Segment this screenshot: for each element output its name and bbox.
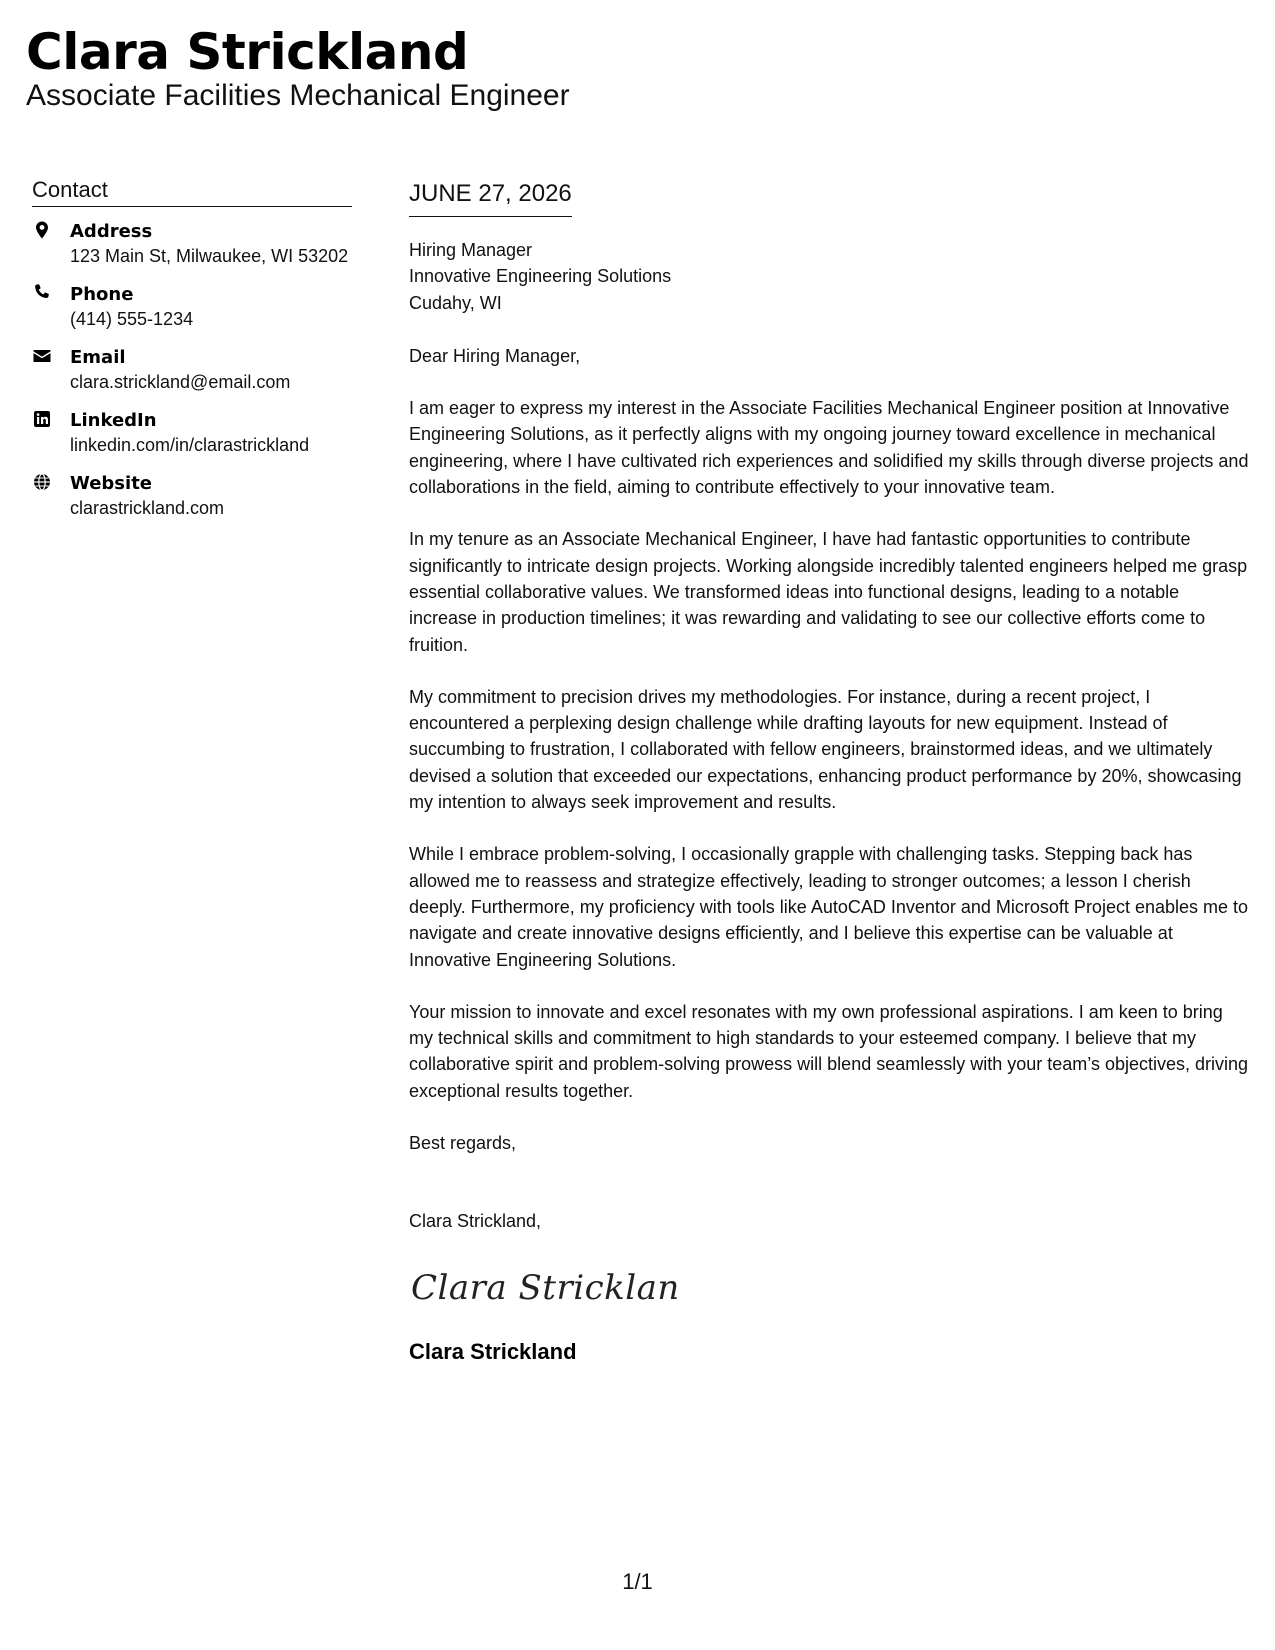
address-value: 123 Main St, Milwaukee, WI 53202: [70, 246, 349, 266]
resume-header: [26, 22, 1246, 114]
email-label: Email: [70, 347, 126, 368]
letter-body: [409, 178, 1249, 1366]
contact-heading: Contact: [32, 176, 352, 207]
linkedin-value: linkedin.com/in/clarastrickland: [70, 435, 310, 455]
paragraph-2: In my tenure as an Associate Mechanical Engineer, I have had fantastic opportunities to contribute significantly to intricate design projects. Working alongside incredibly talented engineers helped me grasp essential collaborative values. We transformed ideas into functional designs, leading to a notable increase in production timelines; it was rewarding and validating to see our collective efforts come to fruition.: [409, 529, 1248, 655]
handwritten-signature: [409, 1263, 679, 1311]
closing: Best regards,: [409, 1133, 517, 1154]
phone-icon: [32, 283, 54, 305]
envelope-icon: [32, 346, 54, 368]
applicant-name: Clara Strickland: [26, 23, 469, 81]
map-pin-icon: [32, 220, 54, 242]
globe-icon: [32, 472, 54, 494]
paragraph-1: I am eager to express my interest in the Associate Facilities Mechanical Engineer position at Innovative Engineering Solutions, as it perfectly aligns with my ongoing journey toward excellence in mechanical engineering, where I have cultivated rich experiences and solidified my skills through diverse projects and collaborations in the field, aiming to contribute effectively to your innovative team.: [409, 398, 1249, 498]
website-value: clarastrickland.com: [70, 498, 225, 518]
letter-date: JUNE 27, 2026: [409, 178, 572, 217]
salutation: Dear Hiring Manager,: [409, 345, 581, 366]
contact-item-email: [32, 345, 352, 395]
linkedin-label: LinkedIn: [70, 410, 157, 431]
recipient-name: Hiring Manager: [409, 240, 533, 260]
recipient-location: Cudahy, WI: [409, 292, 502, 313]
recipient-block: [409, 237, 1249, 316]
contact-sidebar: [32, 176, 352, 534]
paragraph-4: While I embrace problem-solving, I occasionally grapple with challenging tasks. Stepping back has allowed me to reassess and strategize effectively, leading to stronger outcomes; a lesson I cherish deeply. Furthermore, my proficiency with tools like AutoCAD Inventor and Microsoft Project enables me to navigate and create innovative designs efficiently, and I believe this expertise can be valuable at Innovative Engineering Solutions.: [409, 844, 1249, 970]
paragraph-3: My commitment to precision drives my methodologies. For instance, during a recent project, I encountered a perplexing design challenge while drafting layouts for new equipment. Instead of succumbing to frustration, I collaborated with fellow engineers, brainstormed ideas, and we ultimately devised a solution that exceeded our expectations, enhancing product performance by 20%, showcasing my intention to always seek improvement and results.: [409, 686, 1242, 813]
linkedin-icon: [32, 409, 54, 431]
svg-text:Clara Strickland: Clara Strickland: [411, 1267, 679, 1308]
phone-value: (414) 555-1234: [70, 309, 194, 329]
contact-item-linkedin: [32, 408, 352, 458]
contact-item-phone: [32, 282, 352, 332]
contact-item-website: [32, 471, 352, 521]
paragraph-5: Your mission to innovate and excel resonates with my own professional aspirations. I am keen to bring my technical skills and commitment to high standards to your esteemed company. I believe that my collaborative spirit and problem-solving prowess will blend seamlessly with your team’s objectives, driving exceptional results together.: [409, 1001, 1249, 1101]
email-value: clara.strickland@email.com: [70, 372, 291, 392]
recipient-company: Innovative Engineering Solutions: [409, 266, 672, 287]
applicant-title: Associate Facilities Mechanical Engineer: [26, 79, 570, 112]
address-label: Address: [70, 221, 153, 242]
page-number: 1/1: [622, 1569, 653, 1594]
signoff-name: Clara Strickland,: [409, 1211, 542, 1232]
contact-item-address: [32, 219, 352, 269]
printed-name: Clara Strickland: [409, 1338, 577, 1364]
phone-label: Phone: [70, 284, 134, 305]
website-label: Website: [70, 473, 153, 494]
